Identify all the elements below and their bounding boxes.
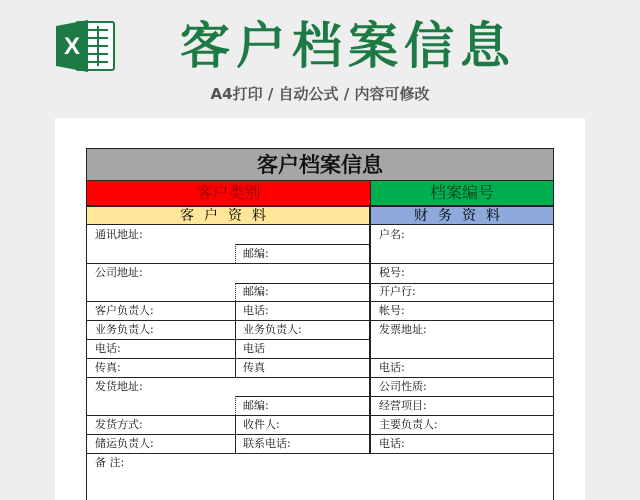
shipping-address-label: 发货地址: [95, 380, 143, 393]
invoice-address-label: 发票地址: [379, 323, 427, 336]
postcode-label-1: 邮编: [243, 247, 269, 260]
account-number-label: 帐号: [379, 304, 405, 317]
company-address-label: 公司地址: [95, 266, 143, 279]
finance-info-header: 财务资料 [371, 205, 553, 225]
account-name-label: 户名: [379, 228, 405, 241]
shipping-method-label: 发货方式: [95, 418, 143, 431]
main-manager-label: 主要负责人: [379, 418, 438, 431]
bank-label: 开户行: [379, 285, 416, 298]
phone-label-3: 电话 [243, 342, 265, 355]
page-subtitle: A4打印 / 自动公式 / 内容可修改 [210, 85, 430, 103]
remarks-label: 备 注: [95, 456, 125, 469]
fax-label-2: 传真 [243, 361, 265, 374]
mail-address-label: 通讯地址: [95, 228, 143, 241]
excel-logo-letter: X [63, 33, 81, 60]
business-scope-label: 经营项目: [379, 399, 427, 412]
company-nature-label: 公司性质: [379, 380, 427, 393]
customer-archive-form [86, 148, 554, 500]
customer-category-cell[interactable]: 客户类别 [87, 181, 371, 205]
customer-manager-label: 客户负责人: [95, 304, 154, 317]
postcode-label-2: 邮编: [243, 285, 269, 298]
phone-label-1: 电话: [243, 304, 269, 317]
receiver-label: 收件人: [243, 418, 280, 431]
postcode-label-3: 邮编: [243, 399, 269, 412]
form-title: 客户档案信息 [87, 149, 553, 181]
contact-phone-label: 联系电话: [243, 437, 291, 450]
tax-number-label: 税号: [379, 266, 405, 279]
business-manager-label-1: 业务负责人: [95, 323, 154, 336]
phone-label-right-2: 电话: [379, 437, 405, 450]
business-manager-label-2: 业务负责人: [243, 323, 302, 336]
phone-label-2: 电话: [95, 342, 121, 355]
phone-label-right-1: 电话: [379, 361, 405, 374]
logistics-manager-label: 储运负责人: [95, 437, 154, 450]
customer-info-header: 客户资料 [87, 205, 371, 225]
excel-icon [54, 18, 116, 74]
fax-label-1: 传真: [95, 361, 121, 374]
page-title: 客户档案信息 [180, 17, 516, 75]
archive-number-cell[interactable]: 档案编号 [371, 181, 553, 205]
